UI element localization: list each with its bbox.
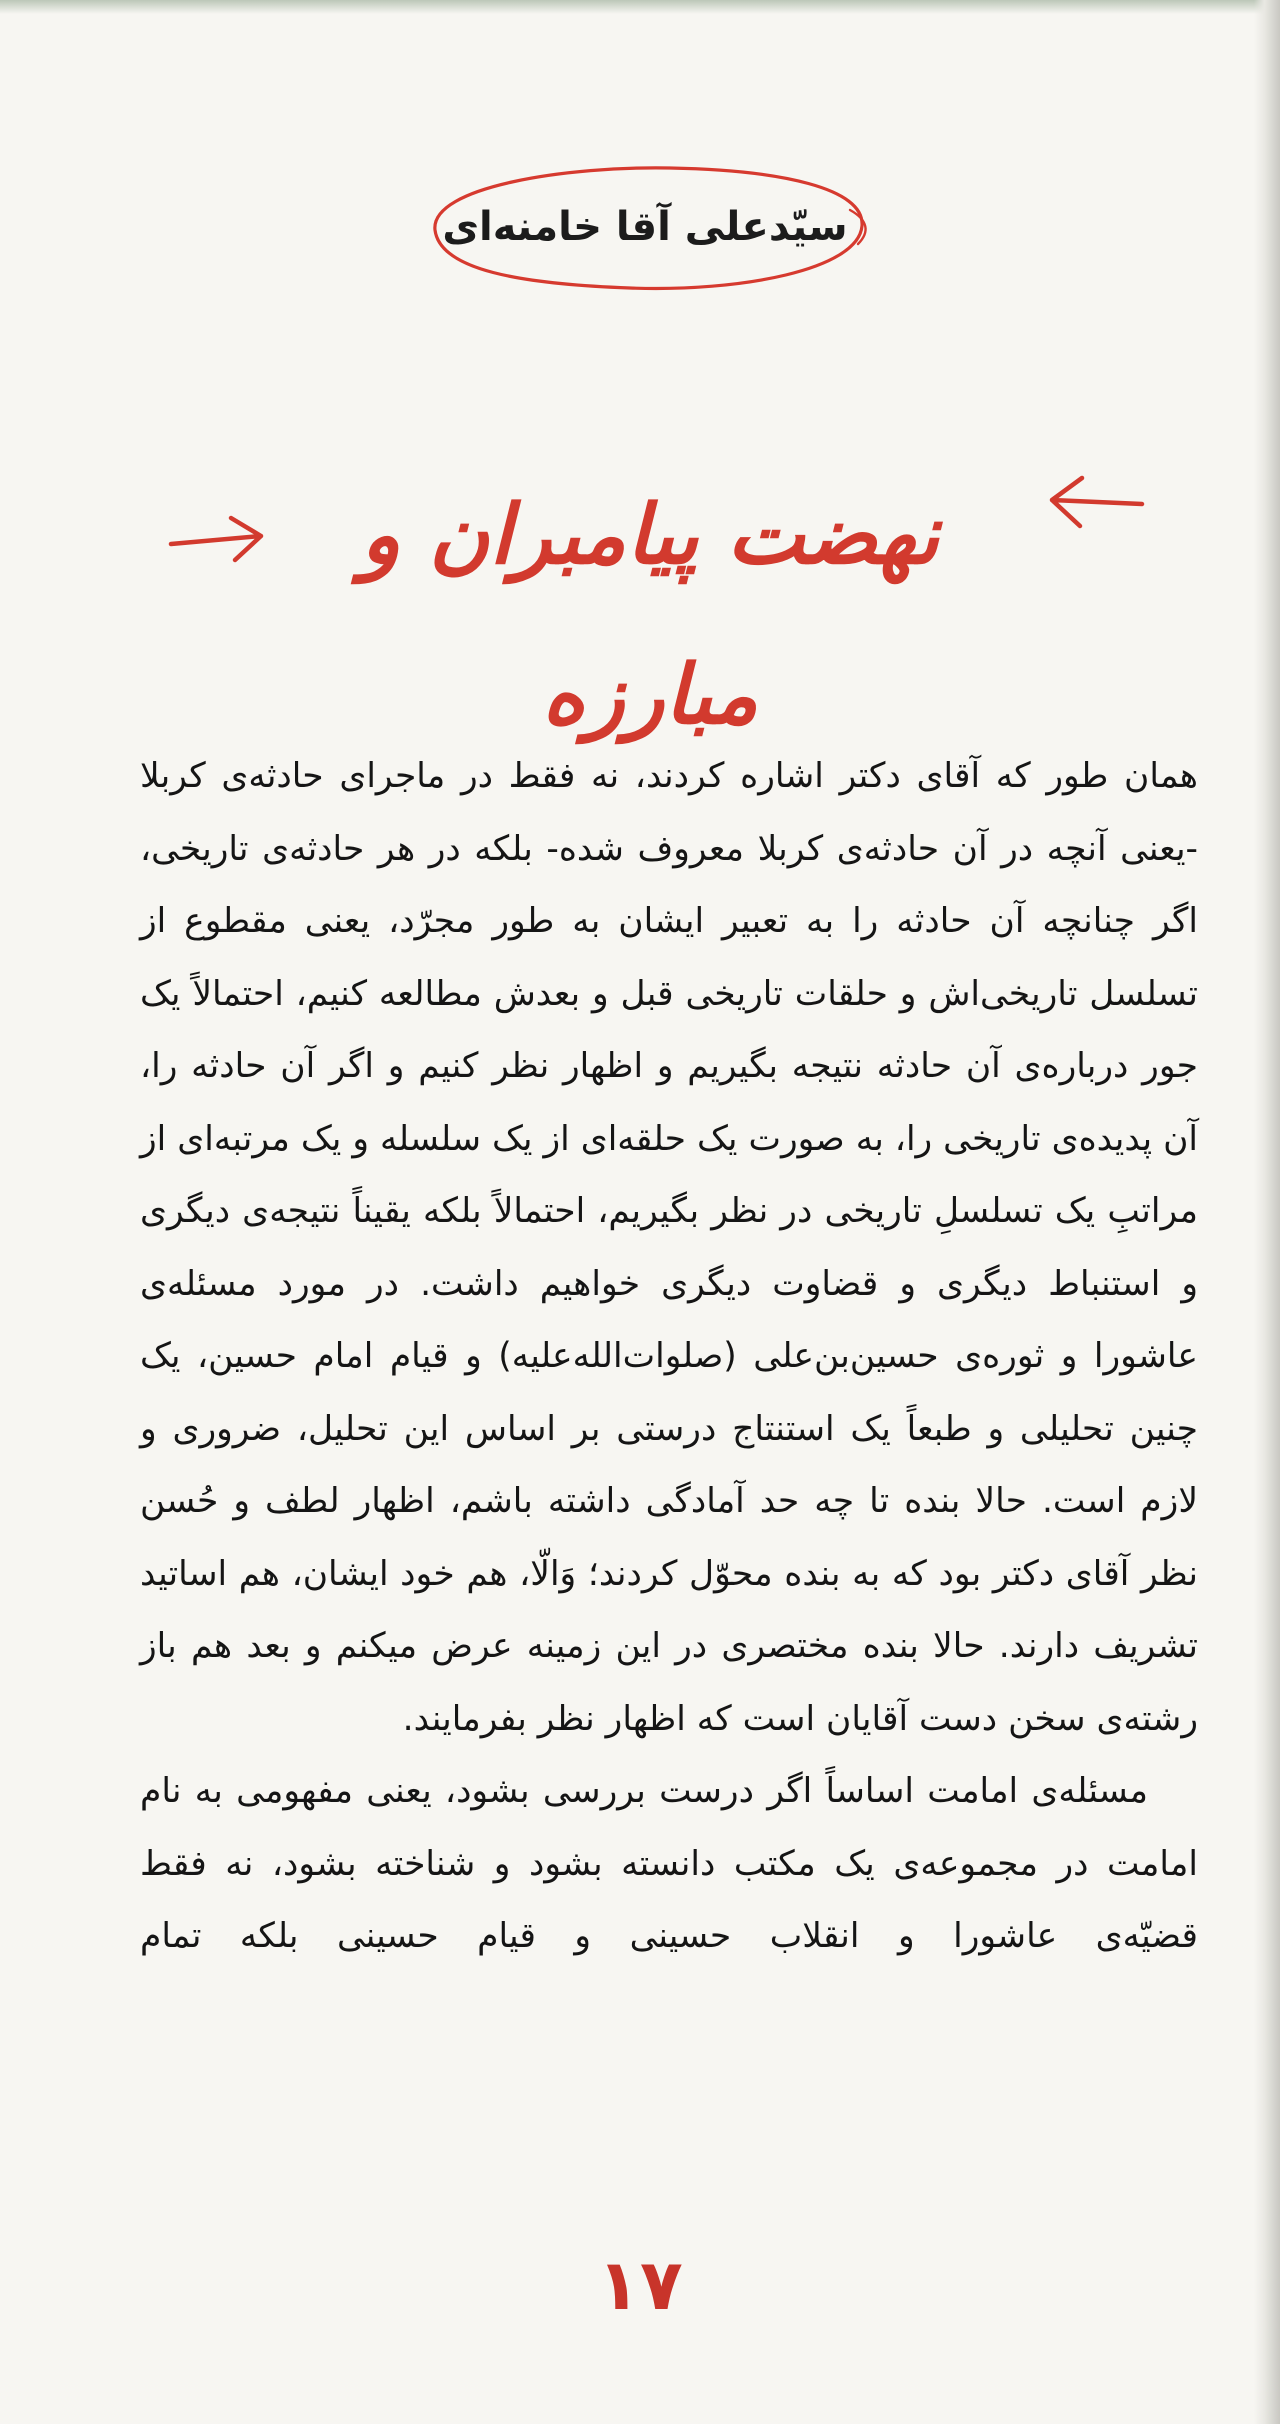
page-top-edge xyxy=(0,0,1280,14)
arrow-right-pointing-icon xyxy=(165,510,275,570)
page-right-edge xyxy=(1254,0,1280,2424)
author-name: سیّدعلی آقا خامنه‌ای xyxy=(442,204,848,250)
body-paragraph-2: مسئله‌ی امامت اساساً اگر درست بررسی بشود، یعنی مفهومی به نام امامت در مجموعه‌ی یک مکتب دانسته بشود و شناخته بشود، نه فقط قضیّه‌ی عاشورا و انقلاب حسینی و قیام حسینی بلکه تمام xyxy=(140,1771,1198,1956)
chapter-title: نهضت پیامبران و مبارزه xyxy=(360,487,940,743)
page-number: ۱۷ xyxy=(597,2244,683,2326)
body-text xyxy=(140,740,1198,1973)
arrow-left-pointing-icon xyxy=(1040,470,1150,540)
body-paragraph-1: همان طور که آقای دکتر اشاره کردند، نه فقط در ماجرای حادثه‌ی کربلا -یعنی آنچه در آن حادثه‌ی کربلا معروف شده- بلکه در هر حادثه‌ی تاریخی، اگر چنانچه آن حادثه را به تعبیر ایشان به طور مجرّد، یعنی مقطوع از تسلسل تاریخی‌اش و حلقات تاریخی قبل و بعدش مطالعه کنیم، احتمالاً یک جور درباره‌ی آن حادثه نتیجه بگیریم و اظهار نظر کنیم و اگر آن حادثه را، آن پدیده‌ی تاریخی را، به صورت یک حلقه‌ای از یک سلسله و یک مرتبه‌ای از مراتبِ یک تسلسلِ تاریخی در نظر بگیریم، احتمالاً بلکه یقیناً نتیجه‌ی دیگری و استنباط دیگری و قضاوت دیگری خواهیم داشت. در مورد مسئله‌ی عاشورا و ثوره‌ی حسین‌بن‌علی (صلوات‌الله‌علیه) و قیام امام حسین، یک چنین تحلیلی و طبعاً یک استنتاج درستی بر اساس این تحلیل، ضروری و لازم است. حالا بنده تا چه حد آمادگی داشته باشم، اظهار لطف و حُسن نظر آقای دکتر بود که به بنده محوّل کردند؛ وَالّا، هم خود ایشان، هم اساتید تشریف دارند. حالا بنده مختصری در این زمینه عرض میکنم و بعد هم باز رشته‌ی سخن دست آقایان است که اظهار نظر بفرمایند. xyxy=(140,756,1198,1739)
